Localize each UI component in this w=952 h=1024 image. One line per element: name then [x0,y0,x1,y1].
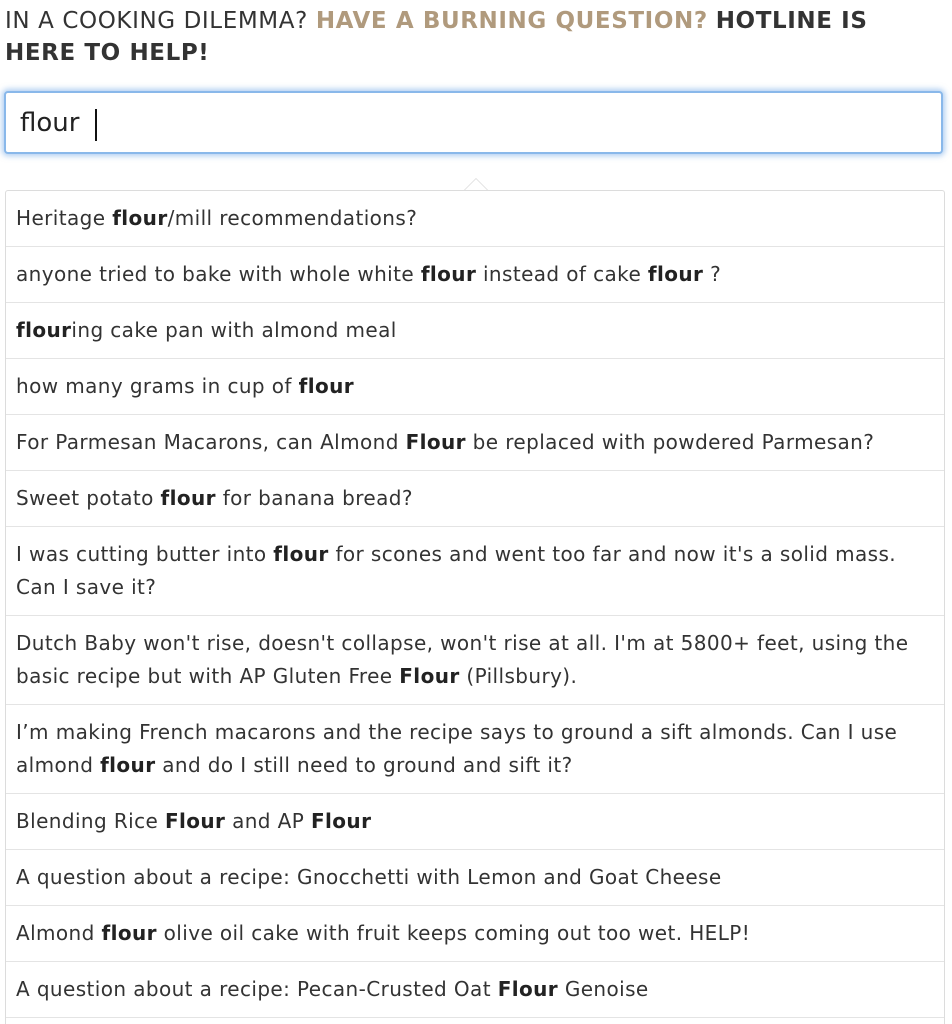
suggestion-item[interactable] [6,359,944,415]
suggestion-item[interactable] [6,527,944,616]
suggestions-list [5,190,945,1024]
suggestion-text: I was cutting butter into [16,542,274,566]
suggestion-match-text: flour [273,542,329,566]
suggestion-item[interactable] [6,247,944,303]
suggestion-item[interactable] [6,962,944,1018]
suggestion-text: Almond [16,921,102,945]
headline-dilemma: IN A COOKING DILEMMA? [5,8,308,34]
suggestion-item[interactable] [6,616,944,705]
suggestion-match-text: Flour [405,430,466,454]
suggestion-item[interactable] [6,850,944,906]
suggestion-match-text: flour [100,753,156,777]
suggestion-match-text: flour [101,921,157,945]
suggestion-match-text: Flour [399,664,460,688]
suggestion-match-text: flour [160,486,216,510]
suggestion-text: and do I still need to ground and sift it? [155,753,573,777]
headline-burning-question: HAVE A BURNING QUESTION? [315,8,708,34]
suggestion-text: be replaced with powdered Parmesan? [465,430,875,454]
suggestion-match-text: flour [16,318,72,342]
suggestion-item[interactable] [6,415,944,471]
hotline-headline [5,5,945,69]
suggestion-text: anyone tried to bake with whole white [16,262,421,286]
suggestion-text: /mill recommendations? [167,206,418,230]
suggestion-text: For Parmesan Macarons, can Almond [16,430,406,454]
suggestion-text: olive oil cake with fruit keeps coming out too wet. HELP! [156,921,751,945]
search-box[interactable] [4,91,943,154]
suggestion-match-text: flour [112,206,168,230]
suggestion-text: ing cake pan with almond meal [71,318,397,342]
suggestion-text: (Pillsbury). [459,664,578,688]
suggestion-match-text: flour [647,262,704,286]
suggestion-item[interactable] [6,906,944,962]
suggestion-text: for scones and went too far and now it's a solid mass. Can I save it? [16,542,897,599]
suggestion-match-text: Flour [164,809,226,833]
search-input[interactable] [20,101,920,145]
suggestion-text: A question about a recipe: Gnocchetti with Lemon and Goat Cheese [16,865,722,889]
suggestion-item[interactable] [6,705,944,794]
headline-hotline-help: HOTLINE IS HERE TO HELP! [5,8,868,66]
suggestion-item[interactable] [6,471,944,527]
suggestion-text: Sweet potato [16,486,161,510]
suggestion-text: Dutch Baby won't rise, doesn't collapse, won't rise at all. I'm at 5800+ feet, using the basic recipe but with AP Gluten Free [16,631,909,688]
suggestion-text: how many grams in cup of [16,374,299,398]
suggestion-text: and AP [225,809,311,833]
suggestion-text: ? [703,262,722,286]
suggestion-text: Genoise [558,977,649,1001]
suggestion-text: Heritage [16,206,113,230]
suggestion-text: A question about a recipe: Pecan-Crusted Oat [16,977,498,1001]
suggestion-item[interactable] [6,191,944,247]
suggestion-match-text: Flour [310,809,372,833]
suggestion-item[interactable] [6,794,944,850]
suggestion-text: Blending Rice [16,809,165,833]
suggestion-text: instead of cake [476,262,648,286]
suggestion-match-text: flour [298,374,355,398]
suggestion-text: for banana bread? [215,486,413,510]
suggestion-item[interactable] [6,303,944,359]
text-cursor [95,109,97,141]
suggestion-match-text: Flour [497,977,559,1001]
suggestion-text: I’m making French macarons and the recipe says to ground a sift almonds. Can I use almond [16,720,898,777]
suggestion-match-text: flour [420,262,477,286]
